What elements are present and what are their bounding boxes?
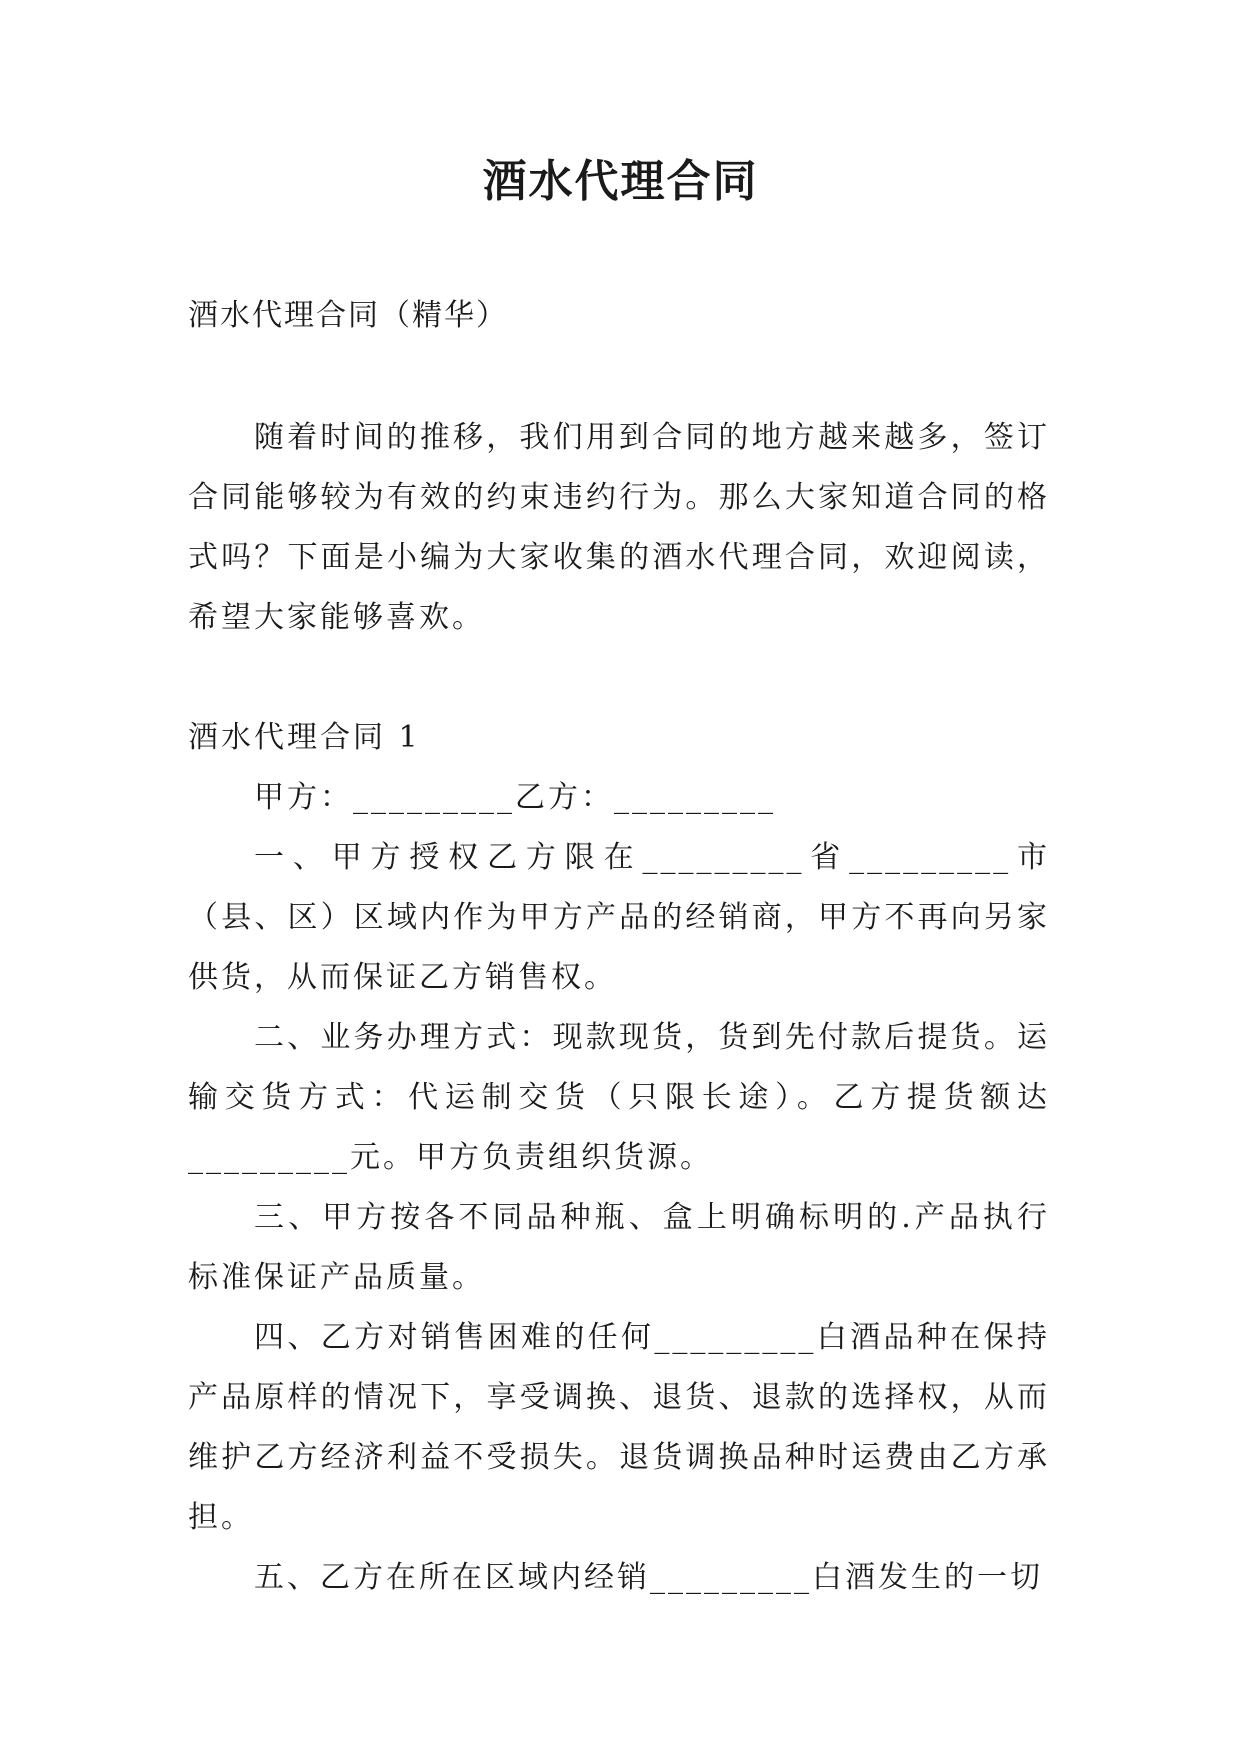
parties-line: 甲方：_________乙方：_________ (254, 780, 776, 815)
section-heading: 酒水代理合同 1 (188, 720, 421, 755)
clause-2: 二、业务办理方式：现款现货，货到先付款后提货。运输交货方式：代运制交货（只限长途）。乙方提货额达_________元。甲方负责组织货源。 (188, 1020, 1050, 1175)
document-title: 酒水代理合同 (482, 156, 759, 207)
intro-paragraph: 随着时间的推移，我们用到合同的地方越来越多，签订合同能够较为有效的约束违约行为。那么大家知道合同的格式吗？下面是小编为大家收集的酒水代理合同，欢迎阅读，希望大家能够喜欢。 (188, 420, 1050, 635)
document-subtitle: 酒水代理合同（精华） (188, 298, 508, 333)
clause-4: 四、乙方对销售困难的任何_________白酒品种在保持产品原样的情况下，享受调换、退货、退款的选择权，从而维护乙方经济利益不受损失。退货调换品种时运费由乙方承担。 (188, 1320, 1050, 1535)
clause-5: 五、乙方在所在区域内经销_________白酒发生的一切 (254, 1560, 1043, 1595)
document-body (188, 408, 1050, 1608)
clause-1: 一、甲方授权乙方限在_________省_________市（县、区）区域内作为甲方产品的经销商，甲方不再向另家供货，从而保证乙方销售权。 (188, 840, 1050, 995)
clause-3: 三、甲方按各不同品种瓶、盒上明确标明的.产品执行标准保证产品质量。 (188, 1200, 1050, 1295)
